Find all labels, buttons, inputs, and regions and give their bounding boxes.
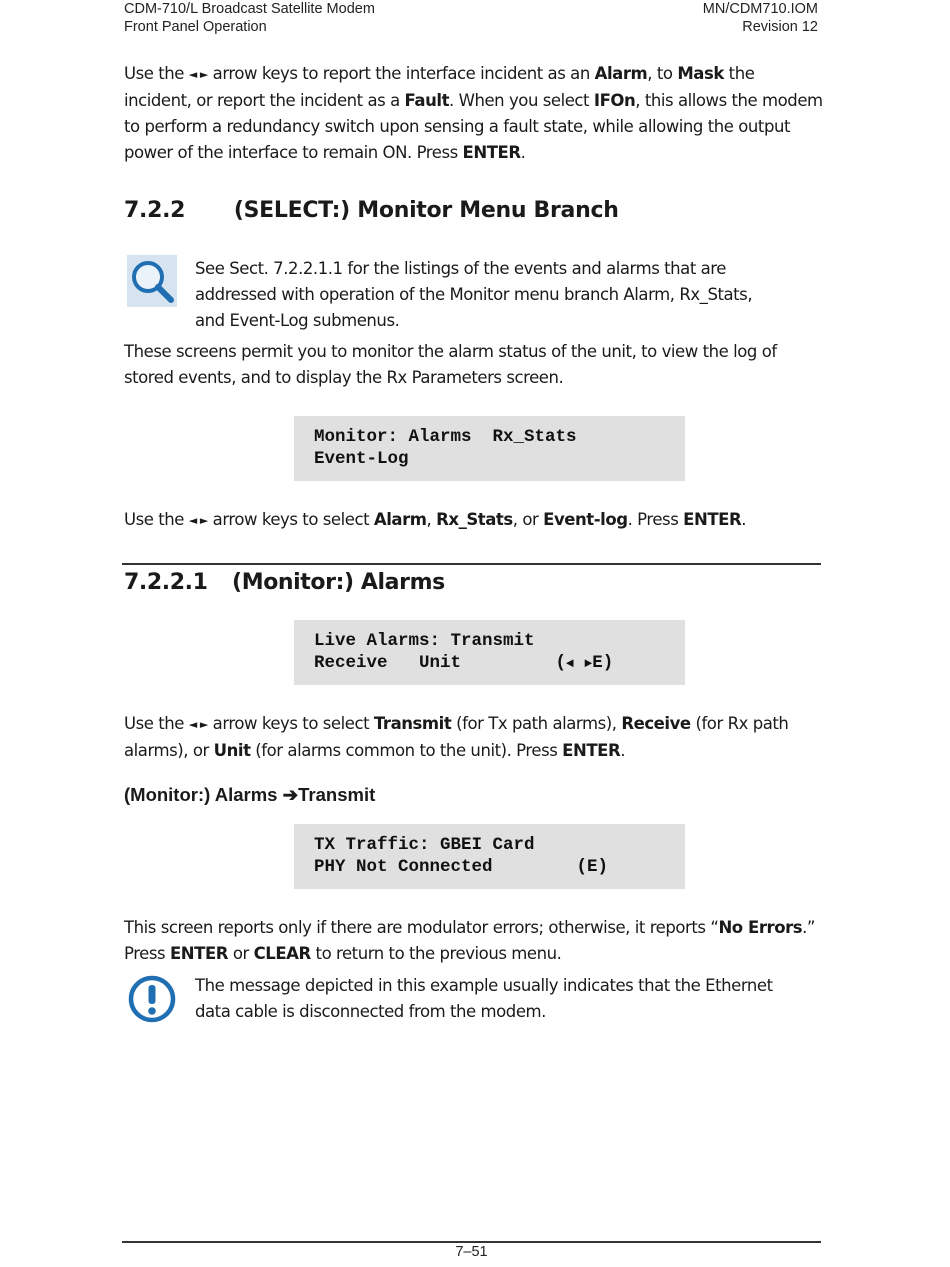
right-arrow-icon: ➔ — [282, 784, 299, 805]
screen-line-2: Receive Unit (◄ ►E) — [314, 653, 614, 673]
left-triangle-icon: ◄ — [566, 656, 574, 671]
page-number: 7–51 — [455, 1244, 488, 1260]
section-title: (SELECT:) Monitor Menu Branch — [233, 198, 619, 223]
lcd-screen-monitor — [294, 416, 685, 481]
section-divider — [122, 563, 821, 565]
header-doc-number: MN/CDM710.IOM — [702, 1, 818, 17]
screen-line-1: Live Alarms: Transmit — [314, 631, 535, 651]
screen-line-1: Monitor: Alarms Rx_Stats — [314, 427, 577, 447]
monitor-select-paragraph: Use the ◄ ► arrow keys to select Alarm, Rx_Stats, or Event-log. Press ENTER. — [124, 507, 824, 534]
lcd-screen-tx-traffic — [294, 824, 685, 889]
subheading-alarms-transmit: (Monitor:) Alarms ➔Transmit — [124, 784, 376, 805]
right-triangle-icon: ► — [584, 656, 593, 671]
screen-line-1: TX Traffic: GBEI Card — [314, 835, 535, 855]
lcd-screen-live-alarms — [294, 620, 685, 685]
transmit-paragraph: This screen reports only if there are modulator errors; otherwise, it reports “No Errors.” Press ENTER or CLEAR to return to the previous menu. — [124, 918, 816, 963]
header-right — [703, 0, 818, 36]
header-left — [124, 0, 375, 36]
header-revision: Revision 12 — [742, 19, 818, 35]
screen-line-2: Event-Log — [314, 449, 409, 469]
section-heading-7-2-2-1 — [124, 570, 445, 595]
monitor-paragraph: These screens permit you to monitor the alarm status of the unit, to view the log of stored events, and to display the Rx Parameters screen. — [124, 342, 777, 387]
magnifier-icon — [127, 255, 177, 307]
header-chapter: Front Panel Operation — [124, 19, 267, 35]
screen-line-2: PHY Not Connected (E) — [314, 857, 609, 877]
note-text: See Sect. 7.2.2.1.1 for the listings of the events and alarms that are addressed with operation of the Monitor menu branch Alarm, Rx_Stats, and Event-Log submenus. — [195, 259, 753, 330]
section-number: 7.2.2 — [124, 198, 186, 223]
caution-note-text: The message depicted in this example usually indicates that the Ethernet data cable is disconnected from the modem. — [195, 976, 773, 1021]
left-right-arrows-icon: ◄ ► — [188, 68, 208, 81]
alarms-select-paragraph: Use the ◄ ► arrow keys to select Transmit (for Tx path alarms), Receive (for Rx path alarms), or Unit (for alarms common to the unit). Press ENTER. — [124, 714, 789, 760]
intro-paragraph: Use the ◄ ► arrow keys to report the interface incident as an Alarm, to Mask the incident, or report the incident as a Fault. When you select IFOn, this allows the modem to perform a redundancy switch upon sensing a fault state, while allowing the output power of the interface to remain ON. Press ENTER. — [124, 64, 823, 162]
exclamation-icon — [127, 974, 177, 1024]
section-heading-7-2-2 — [124, 198, 619, 223]
section-number: 7.2.2.1 — [124, 570, 208, 595]
left-right-arrows-icon: ◄ ► — [188, 514, 208, 527]
left-right-arrows-icon: ◄ ► — [188, 718, 208, 731]
section-title: (Monitor:) Alarms — [232, 570, 445, 595]
header-doc-title: CDM-710/L Broadcast Satellite Modem — [124, 1, 375, 17]
